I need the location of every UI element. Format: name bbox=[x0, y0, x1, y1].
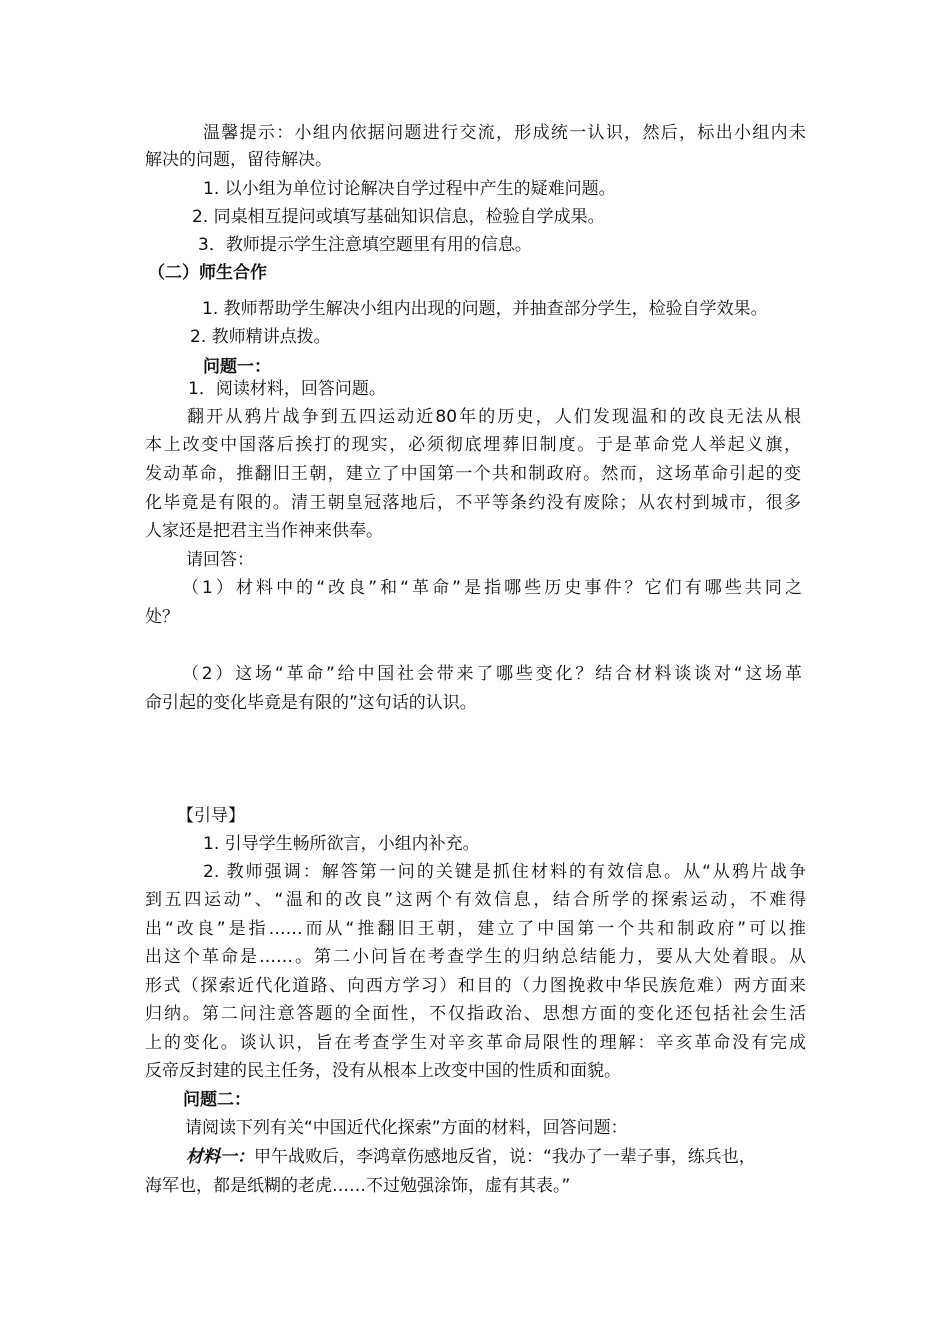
guide-item-2-line-8: 反帝反封建的民主任务，没有从根本上改变中国的性质和面貌。 bbox=[145, 1061, 621, 1081]
tip-line-2: 解决的问题，留待解决。 bbox=[145, 150, 332, 170]
question-1-instruction: 1．阅读材料，回答问题。 bbox=[188, 379, 386, 399]
guide-item-2-line-6: 归纳。第二问注意答题的全面性，不仅指政治、思想方面的变化还包括社会生活 bbox=[145, 1004, 806, 1024]
guide-item-2-line-1: 2. 教师强调：解答第一问的关键是抓住材料的有效信息。从“从鸦片战争 bbox=[203, 862, 806, 882]
section2-item-1: 1. 教师帮助学生解决小组内出现的问题，并抽查部分学生，检验自学效果。 bbox=[202, 299, 768, 319]
question-2-intro: 请阅读下列有关“中国近代化探索”方面的材料，回答问题： bbox=[185, 1118, 628, 1138]
guide-item-1: 1. 引导学生畅所欲言，小组内补充。 bbox=[203, 834, 480, 854]
step-2: 2. 同桌相互提问或填写基础知识信息，检验自学成果。 bbox=[192, 207, 605, 227]
material-1-label: 材料一： bbox=[186, 1147, 254, 1167]
q1-material-line-3: 发动革命，推翻旧王朝，建立了中国第一个共和制政府。然而，这场革命引起的变 bbox=[145, 464, 801, 484]
section2-item-2: 2. 教师精讲点拨。 bbox=[190, 327, 331, 347]
guide-item-2-line-3: 出“改良”是指……而从“推翻旧王朝，建立了中国第一个共和制政府”可以推 bbox=[145, 919, 806, 939]
section-heading-teacher-student: （二）师生合作 bbox=[148, 263, 267, 283]
question-1-title: 问题一： bbox=[203, 357, 271, 377]
q1-material-line-5: 人家还是把君主当作神来供奉。 bbox=[145, 521, 383, 541]
q1-sub2-line-1: （2）这场“革命”给中国社会带来了哪些变化？结合材料谈谈对“这场革 bbox=[182, 664, 802, 684]
question-2-title: 问题二： bbox=[183, 1090, 251, 1110]
q1-sub1-line-2: 处？ bbox=[145, 607, 179, 627]
material-1-text: 甲午战败后，李鸿章伤感地反省，说：“我办了一辈子事，练兵也， bbox=[254, 1147, 756, 1167]
guide-heading: 【引导】 bbox=[177, 806, 245, 826]
q1-sub1-line-1: （1）材料中的“改良”和“革命”是指哪些历史事件？它们有哪些共同之 bbox=[182, 578, 802, 598]
please-answer: 请回答： bbox=[186, 550, 254, 570]
q2-material-1-line-2: 海军也，都是纸糊的老虎……不过勉强涂饰，虚有其表。” bbox=[145, 1176, 571, 1196]
step-3: 3．教师提示学生注意填空题里有用的信息。 bbox=[198, 235, 532, 255]
q1-material-line-4: 化毕竟是有限的。清王朝皇冠落地后，不平等条约没有废除；从农村到城市，很多 bbox=[145, 493, 801, 513]
guide-item-2-line-7: 上的变化。谈认识，旨在考查学生对辛亥革命局限性的理解：辛亥革命没有完成 bbox=[145, 1033, 806, 1053]
q1-material-line-2: 本上改变中国落后挨打的现实，必须彻底埋葬旧制度。于是革命党人举起义旗， bbox=[145, 435, 801, 455]
q2-material-1-line-1 bbox=[186, 1145, 806, 1169]
tip-line-1: 温馨提示：小组内依据问题进行交流，形成统一认识，然后，标出小组内未 bbox=[203, 123, 806, 143]
guide-item-2-line-4: 出这个革命是……。第二小问旨在考查学生的归纳总结能力，要从大处着眼。从 bbox=[145, 947, 806, 967]
q1-sub2-line-2: 命引起的变化毕竟是有限的”这句话的认识。 bbox=[145, 693, 477, 713]
q1-material-line-1: 翻开从鸦片战争到五四运动近80年的历史，人们发现温和的改良无法从根 bbox=[187, 407, 801, 427]
guide-item-2-line-5: 形式（探索近代化道路、向西方学习）和目的（力图挽救中华民族危难）两方面来 bbox=[145, 976, 806, 996]
step-1: 1. 以小组为单位讨论解决自学过程中产生的疑难问题。 bbox=[203, 179, 616, 199]
guide-item-2-line-2: 到五四运动”、“温和的改良”这两个有效信息，结合所学的探索运动，不难得 bbox=[145, 890, 806, 910]
